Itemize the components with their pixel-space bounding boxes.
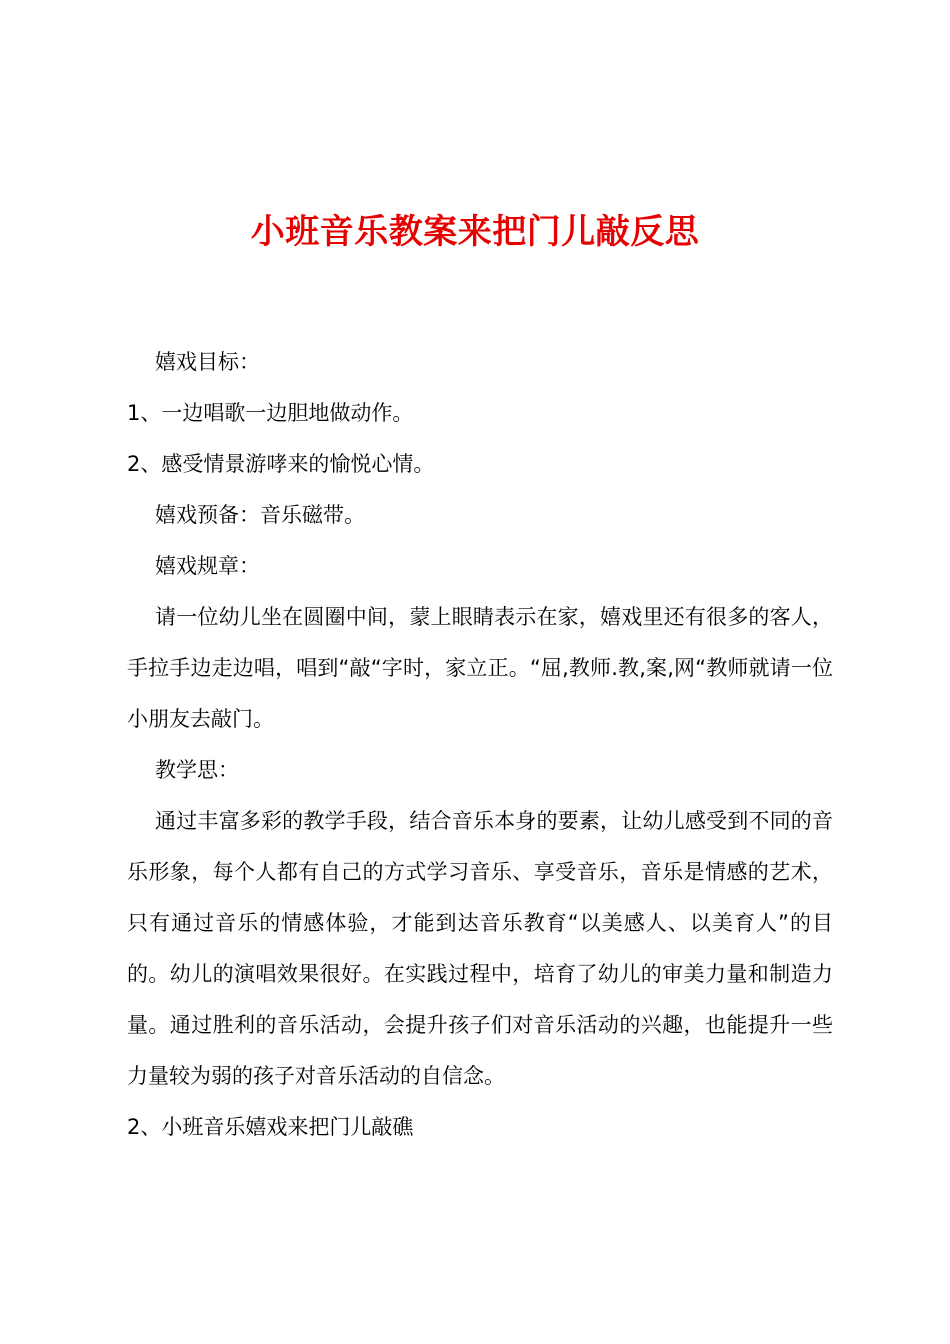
document-title: 小班音乐教案来把门儿敲反思 <box>250 212 700 252</box>
document-body <box>127 337 833 1153</box>
paragraph-goal-1: 1、一边唱歌一边胆地做动作。 <box>127 401 414 425</box>
paragraph-reflection-heading: 教学思： <box>155 758 239 782</box>
paragraph-game-goals-heading: 嬉戏目标： <box>155 350 260 374</box>
paragraph-game-rules: 请一位幼儿坐在圆圈中间，蒙上眼睛表示在家，嬉戏里还有很多的客人，手拉手边走边唱，唱到“敲“字时，家立正。“屈,教师.教,案,网“教师就请一位小朋友去敲门。 <box>127 605 833 731</box>
paragraph-game-rules-heading: 嬉戏规章： <box>155 554 260 578</box>
paragraph-goal-2: 2、感受情景游哮来的愉悦心情。 <box>127 452 435 476</box>
paragraph-game-preparation: 嬉戏预备：音乐磁带。 <box>155 503 365 527</box>
paragraph-section-2-heading: 2、小班音乐嬉戏来把门儿敲礁 <box>127 1115 414 1139</box>
paragraph-reflection: 通过丰富多彩的教学手段，结合音乐本身的要素，让幼儿感受到不同的音乐形象，每个人都有自己的方式学习音乐、享受音乐，音乐是情感的艺术，只有通过音乐的情感体验，才能到达音乐教育“以美感人、以美育人”的目的。幼儿的演唱效果很好。在实践过程中，培育了幼儿的审美力量和制造力量。通过胜利的音乐活动，会提升孩子们对音乐活动的兴趣，也能提升一些力量较为弱的孩子对音乐活动的自信念。 <box>127 809 833 1088</box>
